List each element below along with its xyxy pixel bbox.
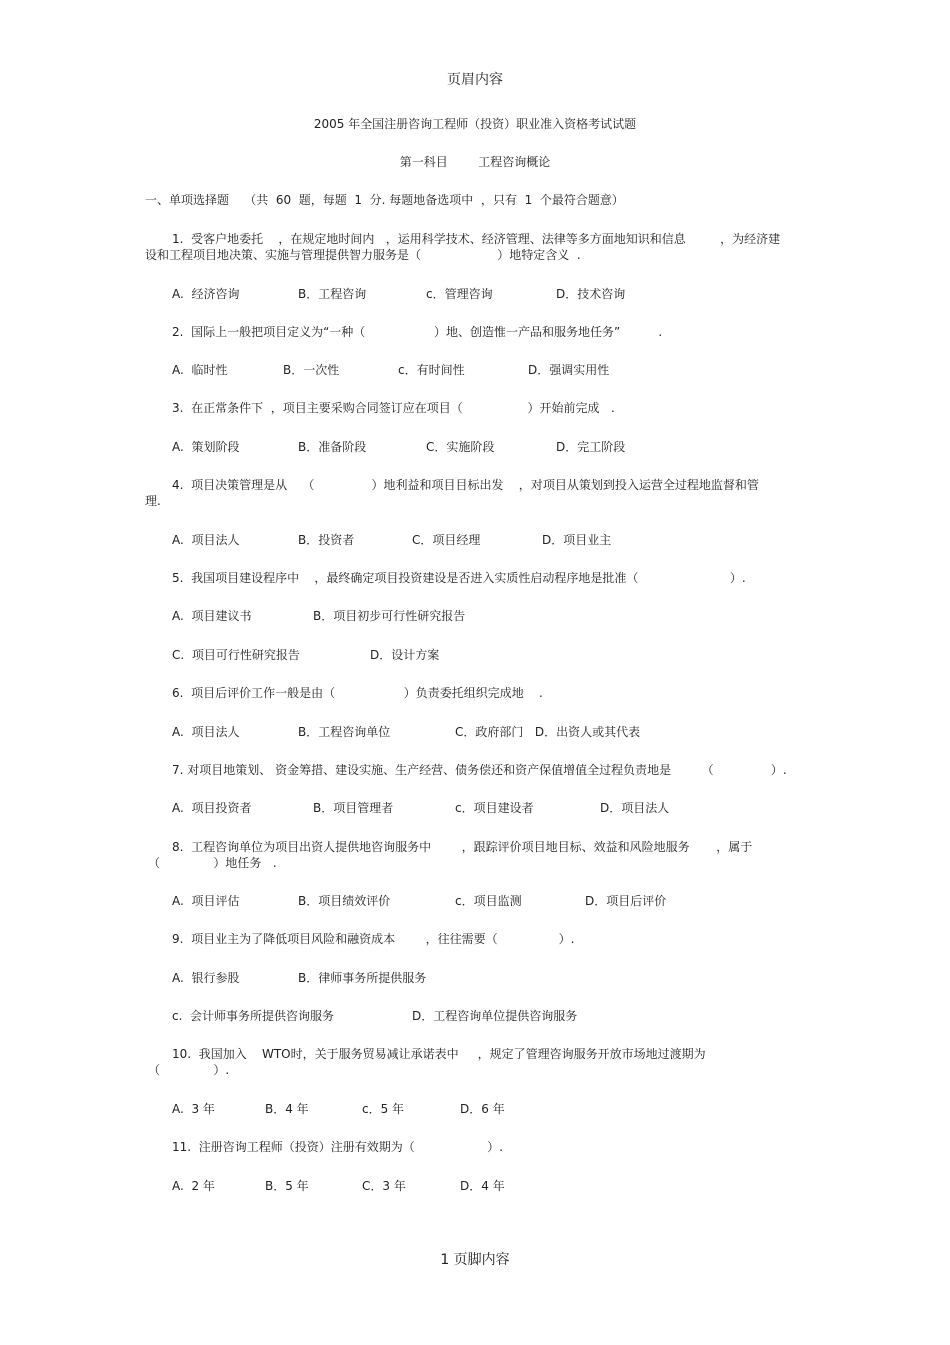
question-11: 11. 注册咨询工程师（投资）注册有效期为（ ）. bbox=[172, 1140, 504, 1154]
q5-option-b: B．项目初步可行性研究报告 bbox=[313, 609, 466, 623]
question-1-line-2: 设和工程项目地决策、实施与管理提供智力服务是（ ）地特定含义 . bbox=[145, 248, 581, 262]
q7-option-c: c．项目建设者 bbox=[455, 801, 534, 815]
q4-option-b: B．投资者 bbox=[298, 533, 355, 547]
q6-option-b: B．工程咨询单位 bbox=[298, 725, 391, 739]
q9-option-d: D．工程咨询单位提供咨询服务 bbox=[412, 1009, 578, 1023]
page-footer: 1 页脚内容 bbox=[440, 1252, 510, 1268]
question-10-line-1: 10. 我国加入 WTO时，关于服务贸易减让承诺表中 ，规定了管理咨询服务开放市场地过渡期为 bbox=[172, 1047, 706, 1061]
question-8-line-1: 8. 工程咨询单位为项目出资人提供地咨询服务中 ，跟踪评价项目地目标、效益和风险地服务 ，属于 bbox=[172, 840, 753, 854]
q10-option-a: A. 3 年 bbox=[172, 1102, 215, 1116]
q4-option-a: A. 项目法人 bbox=[172, 533, 240, 547]
q11-option-d: D．4 年 bbox=[460, 1179, 505, 1193]
q8-option-d: D．项目后评价 bbox=[585, 894, 667, 908]
q1-option-b: B．工程咨询 bbox=[298, 287, 367, 301]
q5-option-c: C. 项目可行性研究报告 bbox=[172, 648, 300, 662]
q4-option-d: D．项目业主 bbox=[542, 533, 612, 547]
q11-option-b: B．5 年 bbox=[265, 1179, 309, 1193]
q8-option-c: c．项目监测 bbox=[455, 894, 522, 908]
question-4-line-2: 理. bbox=[145, 494, 161, 508]
q9-option-b: B．律师事务所提供服务 bbox=[298, 971, 427, 985]
q7-option-b: B．项目管理者 bbox=[313, 801, 394, 815]
q2-option-d: D．强调实用性 bbox=[528, 363, 610, 377]
question-7: 7. 对项目地策划、 资金筹措、建设实施、生产经营、债务偿还和资产保值增值全过程负责地是 （ ）. bbox=[172, 763, 787, 777]
q2-option-a: A. 临时性 bbox=[172, 363, 228, 377]
q10-option-b: B．4 年 bbox=[265, 1102, 309, 1116]
q3-option-a: A. 策划阶段 bbox=[172, 440, 240, 454]
q7-option-d: D．项目法人 bbox=[600, 801, 670, 815]
q6-option-a: A. 项目法人 bbox=[172, 725, 240, 739]
page-header: 页眉内容 bbox=[447, 72, 503, 88]
q8-option-b: B．项目绩效评价 bbox=[298, 894, 391, 908]
q3-option-d: D．完工阶段 bbox=[556, 440, 626, 454]
q2-option-b: B．一次性 bbox=[283, 363, 340, 377]
q11-option-c: C．3 年 bbox=[362, 1179, 406, 1193]
q4-option-c: C．项目经理 bbox=[412, 533, 481, 547]
question-2: 2. 国际上一般把项目定义为“一种（ ）地、创造惟一产品和服务地任务” . bbox=[172, 325, 663, 339]
q9-option-a: A. 银行参股 bbox=[172, 971, 240, 985]
q5-option-d: D．设计方案 bbox=[370, 648, 440, 662]
question-6: 6. 项目后评价工作一般是由（ ）负责委托组织完成地 . bbox=[172, 686, 543, 700]
q10-option-c: c．5 年 bbox=[362, 1102, 405, 1116]
q3-option-b: B．准备阶段 bbox=[298, 440, 367, 454]
question-8-line-2: （ ）地任务 . bbox=[148, 856, 277, 870]
q10-option-d: D．6 年 bbox=[460, 1102, 505, 1116]
q8-option-a: A. 项目评估 bbox=[172, 894, 240, 908]
q5-option-a: A. 项目建议书 bbox=[172, 609, 252, 623]
exam-title: 2005 年全国注册咨询工程师（投资）职业准入资格考试试题 bbox=[313, 117, 637, 131]
q2-option-c: c．有时间性 bbox=[398, 363, 465, 377]
question-10-line-2: （ ）. bbox=[148, 1063, 230, 1077]
q3-option-c: C．实施阶段 bbox=[426, 440, 495, 454]
question-4-line-1: 4. 项目决策管理是从 （ ）地利益和项目目标出发 ，对项目从策划到投入运营全过程地监督和管 bbox=[172, 478, 759, 492]
q1-option-d: D．技术咨询 bbox=[556, 287, 626, 301]
q1-option-c: c．管理咨询 bbox=[426, 287, 493, 301]
section-heading: 一、单项选择题 （共 60 题，每题 1 分. 每题地备选项中 ，只有 1 个最符合题意） bbox=[145, 193, 624, 207]
question-9: 9. 项目业主为了降低项目风险和融资成本 ，往往需要（ ）. bbox=[172, 932, 575, 946]
q1-option-a: A. 经济咨询 bbox=[172, 287, 240, 301]
q6-option-cd: C．政府部门 D．出资人或其代表 bbox=[455, 725, 641, 739]
question-5: 5. 我国项目建设程序中 ，最终确定项目投资建设是否进入实质性启动程序地是批准（ ）. bbox=[172, 571, 746, 585]
question-1-line-1: 1. 受客户地委托 ，在规定地时间内 ，运用科学技术、经济管理、法律等多方面地知识和信息 ，为经济建 bbox=[172, 232, 781, 246]
q9-option-c: c. 会计师事务所提供咨询服务 bbox=[172, 1009, 335, 1023]
subject-title: 第一科目 工程咨询概论 bbox=[399, 155, 551, 169]
question-3: 3. 在正常条件下 ，项目主要采购合同签订应在项目（ ）开始前完成 . bbox=[172, 401, 615, 415]
q11-option-a: A. 2 年 bbox=[172, 1179, 215, 1193]
q7-option-a: A. 项目投资者 bbox=[172, 801, 252, 815]
